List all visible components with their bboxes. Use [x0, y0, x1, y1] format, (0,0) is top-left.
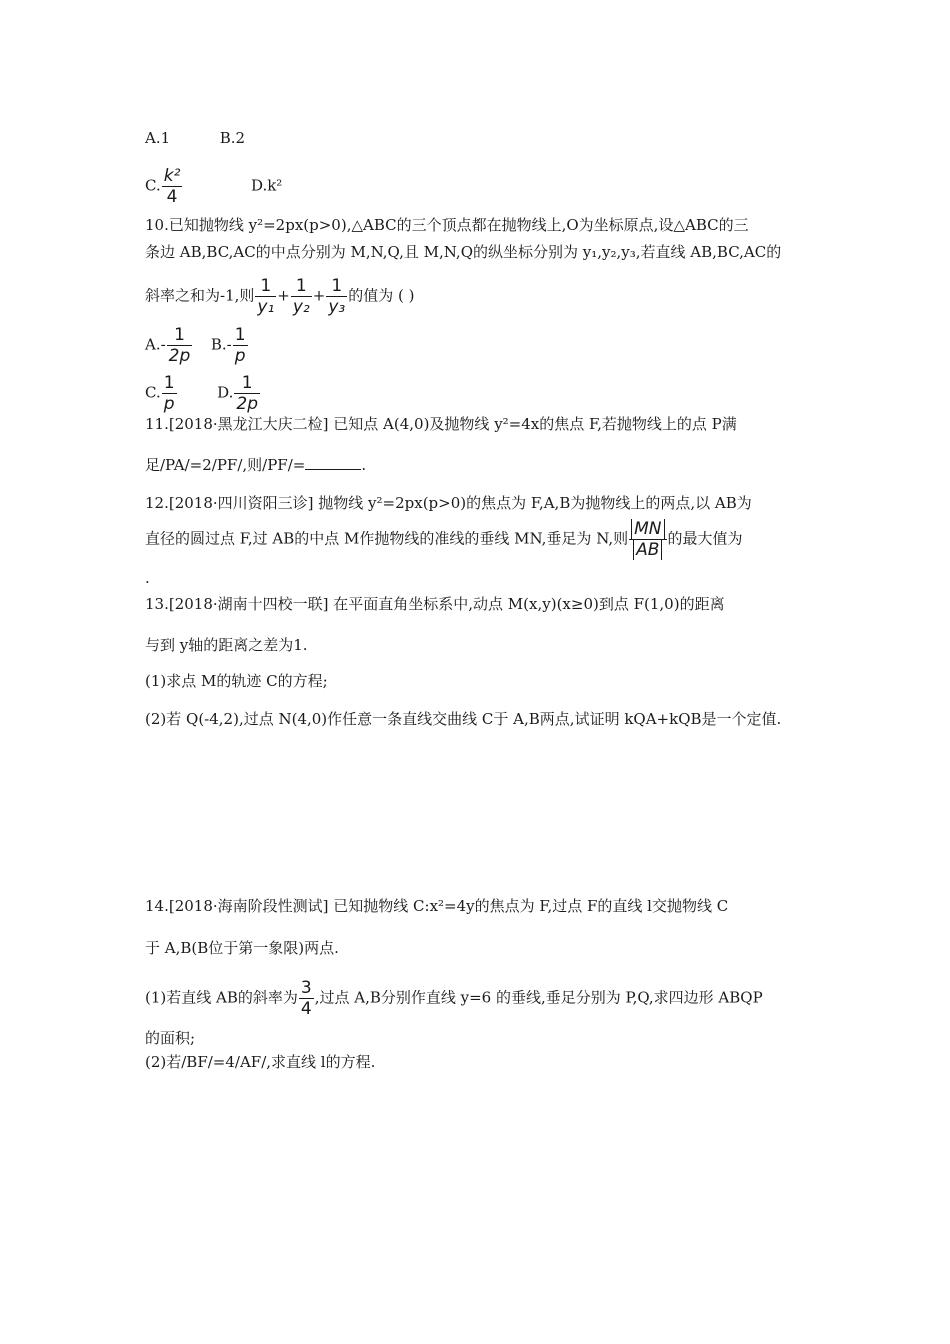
q9-option-c-prefix: C.	[145, 176, 161, 195]
q12-line-2	[145, 519, 743, 560]
q10-option-a-prefix: A.-	[145, 335, 166, 354]
q10-fraction-1-num: 1	[260, 276, 272, 296]
q9-option-row-cd	[145, 166, 282, 207]
q14-slope-numerator: 3	[300, 978, 312, 998]
q14-line-1: 14.[2018·海南阶段性测试] 已知抛物线 C:x²=4y的焦点为 F,过点 F的直线 l交抛物线 C	[145, 897, 729, 915]
q12-line-2-prefix: 直径的圆过点 F,过 AB的中点 M作抛物线的准线的垂线 MN,垂足为 N,则	[145, 529, 629, 548]
q14-part-2: (2)若/BF/=4/AF/,求直线 l的方程.	[145, 1053, 376, 1071]
q10-fraction-2	[291, 276, 312, 317]
q10-plus-1: +	[277, 286, 290, 305]
q12-ratio-denominator: AB	[633, 540, 662, 560]
q10-options-cd	[145, 373, 261, 414]
q10-option-c-fraction	[162, 373, 177, 414]
q12-ratio-numerator: MN	[631, 519, 664, 539]
q14-part-1-line-2: 的面积;	[145, 1029, 196, 1047]
q13-part-1: (1)求点 M的轨迹 C的方程;	[145, 672, 328, 690]
q10-option-a-den: 2p	[168, 346, 191, 366]
q14-slope-fraction	[299, 978, 314, 1019]
q10-line-1: 10.已知抛物线 y²=2px(p>0),△ABC的三个顶点都在抛物线上,O为坐标原点,设△ABC的三	[145, 216, 749, 234]
q10-option-a-fraction	[167, 325, 193, 366]
q14-slope-denominator: 4	[300, 999, 312, 1019]
q10-option-b-num: 1	[234, 325, 246, 345]
q10-line-3-prefix: 斜率之和为-1,则	[145, 286, 255, 305]
q14-part-1-prefix: (1)若直线 AB的斜率为	[145, 988, 298, 1007]
q10-line-2: 条边 AB,BC,AC的中点分别为 M,N,Q,且 M,N,Q的纵坐标分别为 y₁,y₂,y₃,若直线 AB,BC,AC的	[145, 243, 782, 261]
q11-answer-blank	[305, 455, 361, 470]
q10-option-b-fraction	[233, 325, 248, 366]
q9-option-a: A.1	[145, 129, 171, 147]
q11-line-1: 11.[2018·黑龙江大庆二检] 已知点 A(4,0)及抛物线 y²=4x的焦点 F,若抛物线上的点 P满	[145, 415, 737, 433]
q12-line-1: 12.[2018·四川资阳三诊] 抛物线 y²=2px(p>0)的焦点为 F,A,B为抛物线上的两点,以 AB为	[145, 494, 752, 512]
q9-option-c-denominator: 4	[162, 186, 183, 207]
q10-option-a-num: 1	[174, 325, 185, 345]
q9-option-c-fraction	[162, 166, 183, 207]
q10-option-b-prefix: B.-	[210, 335, 232, 354]
q10-option-b-den: p	[233, 345, 248, 366]
q11-line-2-prefix: 足/PA/=2/PF/,则/PF/=	[145, 456, 306, 474]
q10-fraction-2-den: y₂	[292, 297, 310, 317]
q9-option-c-numerator: k²	[163, 166, 181, 186]
q10-option-d-den: 2p	[236, 394, 258, 414]
q12-line-3: .	[145, 569, 150, 587]
q11-line-2-suffix: .	[361, 456, 367, 474]
q10-option-d-num: 1	[241, 373, 253, 393]
q12-ratio-den-wrap	[629, 539, 666, 560]
q10-options-ab	[145, 325, 249, 366]
q10-fraction-1-den: y₁	[257, 297, 275, 317]
q10-fraction-3	[326, 276, 347, 317]
q14-part-1	[145, 978, 763, 1019]
q10-line-3	[145, 276, 414, 317]
q13-line-2: 与到 y轴的距离之差为1.	[145, 636, 308, 654]
q9-option-row-ab	[145, 128, 245, 148]
q14-part-1-suffix: ,过点 A,B分别作直线 y=6 的垂线,垂足分别为 P,Q,求四边形 ABQP	[314, 988, 763, 1007]
q10-option-c-num: 1	[163, 373, 175, 393]
q12-ratio-num-wrap	[629, 519, 666, 539]
q10-fraction-3-den: y₃	[328, 297, 346, 317]
q10-line-3-suffix: 的值为 ( )	[348, 286, 415, 305]
q13-line-1: 13.[2018·湖南十四校一联] 在平面直角坐标系中,动点 M(x,y)(x≥0)到点 F(1,0)的距离	[145, 595, 725, 613]
q10-plus-2: +	[312, 286, 326, 305]
q11-line-2	[145, 455, 366, 475]
q10-option-d-prefix: D.	[217, 383, 234, 402]
q10-fraction-2-num: 1	[295, 276, 307, 296]
q10-fraction-3-num: 1	[331, 276, 343, 296]
q9-option-b: B.2	[219, 129, 246, 147]
q13-part-2: (2)若 Q(-4,2),过点 N(4,0)作任意一条直线交曲线 C于 A,B两点,试证明 kQA+kQB是一个定值.	[145, 710, 782, 728]
q14-line-2: 于 A,B(B位于第一象限)两点.	[145, 939, 339, 957]
q9-option-d: D.k²	[250, 176, 283, 195]
q10-option-c-prefix: C.	[145, 383, 161, 402]
q12-line-2-suffix: 的最大值为	[667, 529, 743, 548]
q10-option-d-fraction	[234, 373, 260, 414]
q10-option-c-den: p	[162, 393, 177, 414]
q10-fraction-1	[255, 276, 276, 317]
q12-ratio-fraction	[629, 519, 666, 560]
